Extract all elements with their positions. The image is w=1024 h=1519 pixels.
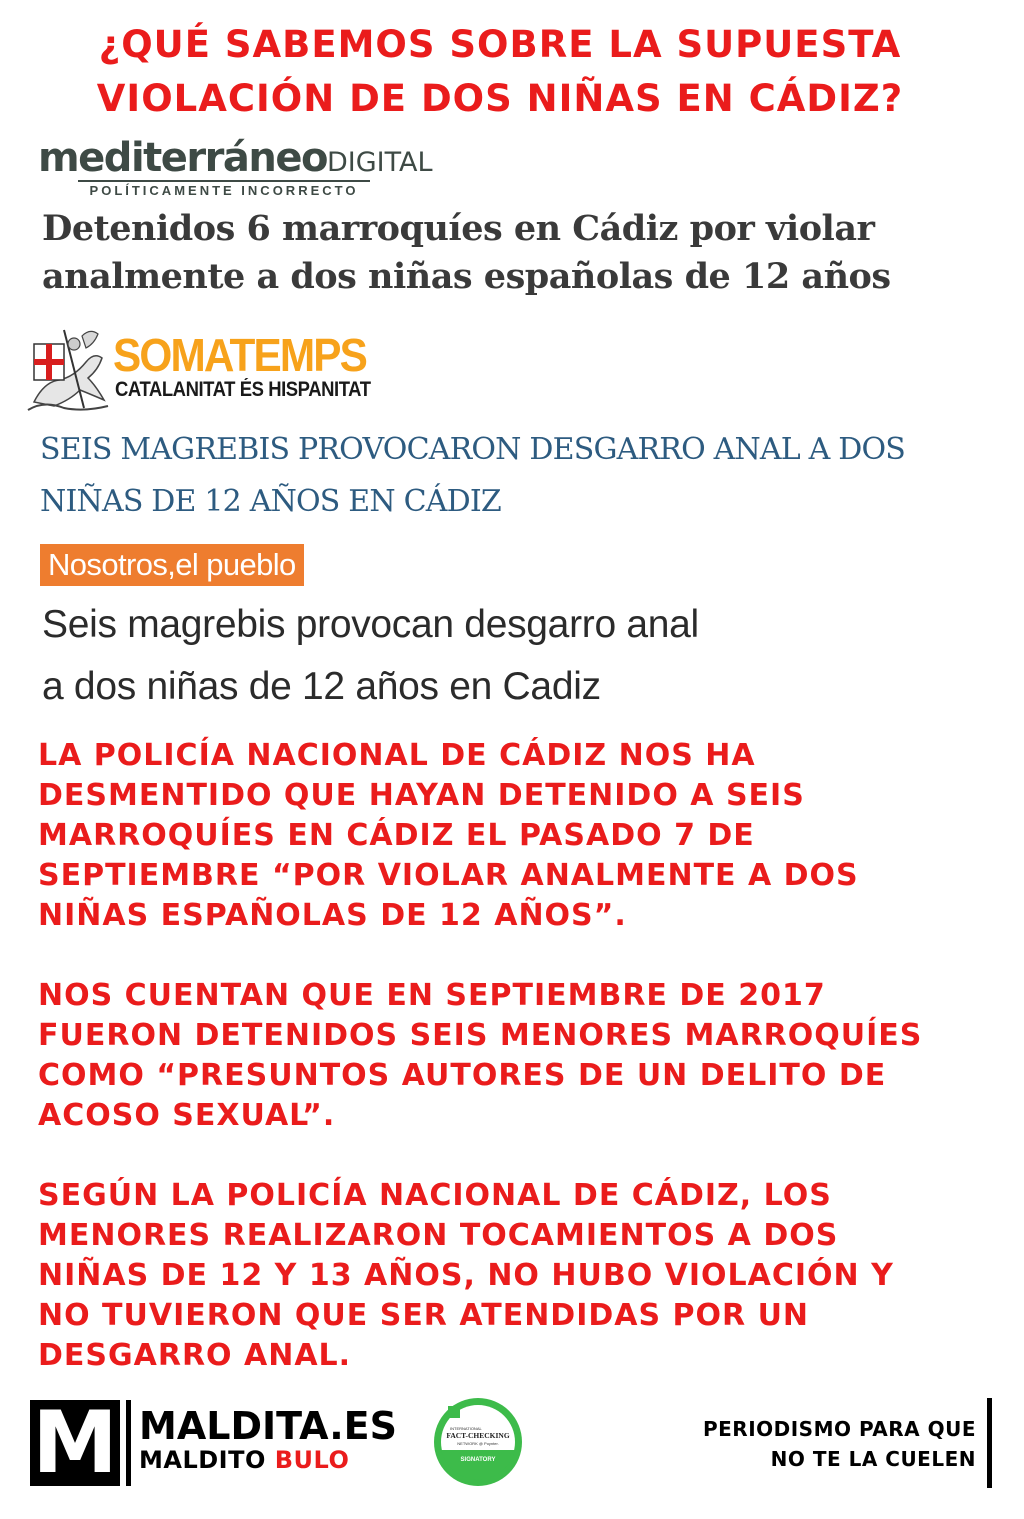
ifcn-line3: NETWORK @ Poynter. <box>457 1441 499 1446</box>
maldito-bulo <box>139 1446 349 1474</box>
slogan-line: PERIODISMO PARA QUE <box>702 1417 976 1441</box>
maldita-brand: MALDITA.ES <box>139 1404 397 1448</box>
headline-line: a dos niñas de 12 años en Cadiz <box>42 665 601 708</box>
paragraph-line: NIÑAS DE 12 Y 13 AÑOS, NO HUBO VIOLACIÓN Y <box>38 1258 894 1293</box>
pueblo-badge: Nosotros,el pueblo <box>40 544 304 586</box>
somatemps-name: SOMATEMPS <box>113 329 367 381</box>
logo-divider <box>126 1400 131 1486</box>
mediterraneo-tagline: POLÍTICAMENTE INCORRECTO <box>89 183 359 198</box>
mediterraneo-headline <box>42 205 1002 301</box>
paragraph-line: COMO “PRESUNTOS AUTORES DE UN DELITO DE <box>38 1058 887 1093</box>
paragraph-police-statement <box>38 1176 998 1376</box>
paragraph-line: NOS CUENTAN QUE EN SEPTIEMBRE DE 2017 <box>38 978 826 1013</box>
title-line: ¿QUÉ SABEMOS SOBRE LA SUPUESTA <box>98 23 902 66</box>
paragraph-line: FUERON DETENIDOS SEIS MENORES MARROQUÍES <box>38 1018 923 1053</box>
maldita-m-logo: M <box>30 1400 120 1486</box>
paragraph-line: SEPTIEMBRE “POR VIOLAR ANALMENTE A DOS <box>38 858 859 893</box>
bulo-highlight: BULO <box>274 1446 350 1474</box>
headline-line: Seis magrebis provocan desgarro anal <box>42 603 699 646</box>
ifcn-line2: FACT-CHECKING <box>446 1431 510 1440</box>
slogan <box>640 1414 976 1474</box>
mediterraneo-logo-main: mediterráneo <box>38 135 327 181</box>
title-line: VIOLACIÓN DE DOS NIÑAS EN CÁDIZ? <box>96 77 904 120</box>
headline-line: SEIS MAGREBIS PROVOCARON DESGARRO ANAL A DOS <box>40 432 906 467</box>
paragraph-line: NO TUVIERON QUE SER ATENDIDAS POR UN <box>38 1298 810 1333</box>
headline-line: Detenidos 6 marroquíes en Cádiz por violar <box>42 208 875 249</box>
maldito-prefix: MALDITO <box>139 1446 275 1474</box>
paragraph-line: SEGÚN LA POLICÍA NACIONAL DE CÁDIZ, LOS <box>38 1178 832 1213</box>
pueblo-headline <box>42 594 942 718</box>
saint-george-emblem-icon <box>24 322 110 414</box>
paragraph-facts <box>38 976 998 1136</box>
page-title <box>0 18 1000 126</box>
mediterraneo-tagline-block <box>78 180 370 198</box>
paragraph-line: DESGARRO ANAL. <box>38 1338 352 1373</box>
ifcn-line1: INTERNATIONAL <box>450 1426 482 1431</box>
paragraph-line: MENORES REALIZARON TOCAMIENTOS A DOS <box>38 1218 839 1253</box>
slogan-line: NO TE LA CUELEN <box>770 1447 976 1471</box>
paragraph-line: NIÑAS ESPAÑOLAS DE 12 AÑOS”. <box>38 898 627 933</box>
headline-line: NIÑAS DE 12 AÑOS EN CÁDIZ <box>40 484 501 519</box>
paragraph-denial <box>38 736 998 936</box>
paragraph-line: LA POLICÍA NACIONAL DE CÁDIZ NOS HA <box>38 738 756 773</box>
somatemps-headline <box>40 424 1000 528</box>
somatemps-tagline: CATALANITAT ÉS HISPANITAT <box>115 378 371 401</box>
paragraph-line: ACOSO SEXUAL”. <box>38 1098 336 1133</box>
mediterraneo-logo-digital: DIGITAL <box>326 147 433 178</box>
ifcn-signatory-badge-icon <box>432 1396 524 1488</box>
ifcn-badge-label: SIGNATORY <box>460 1457 496 1463</box>
paragraph-line: DESMENTIDO QUE HAYAN DETENIDO A SEIS <box>38 778 805 813</box>
headline-line: analmente a dos niñas españolas de 12 años <box>42 256 891 297</box>
paragraph-line: MARROQUÍES EN CÁDIZ EL PASADO 7 DE <box>38 818 755 853</box>
slogan-divider <box>987 1398 992 1488</box>
